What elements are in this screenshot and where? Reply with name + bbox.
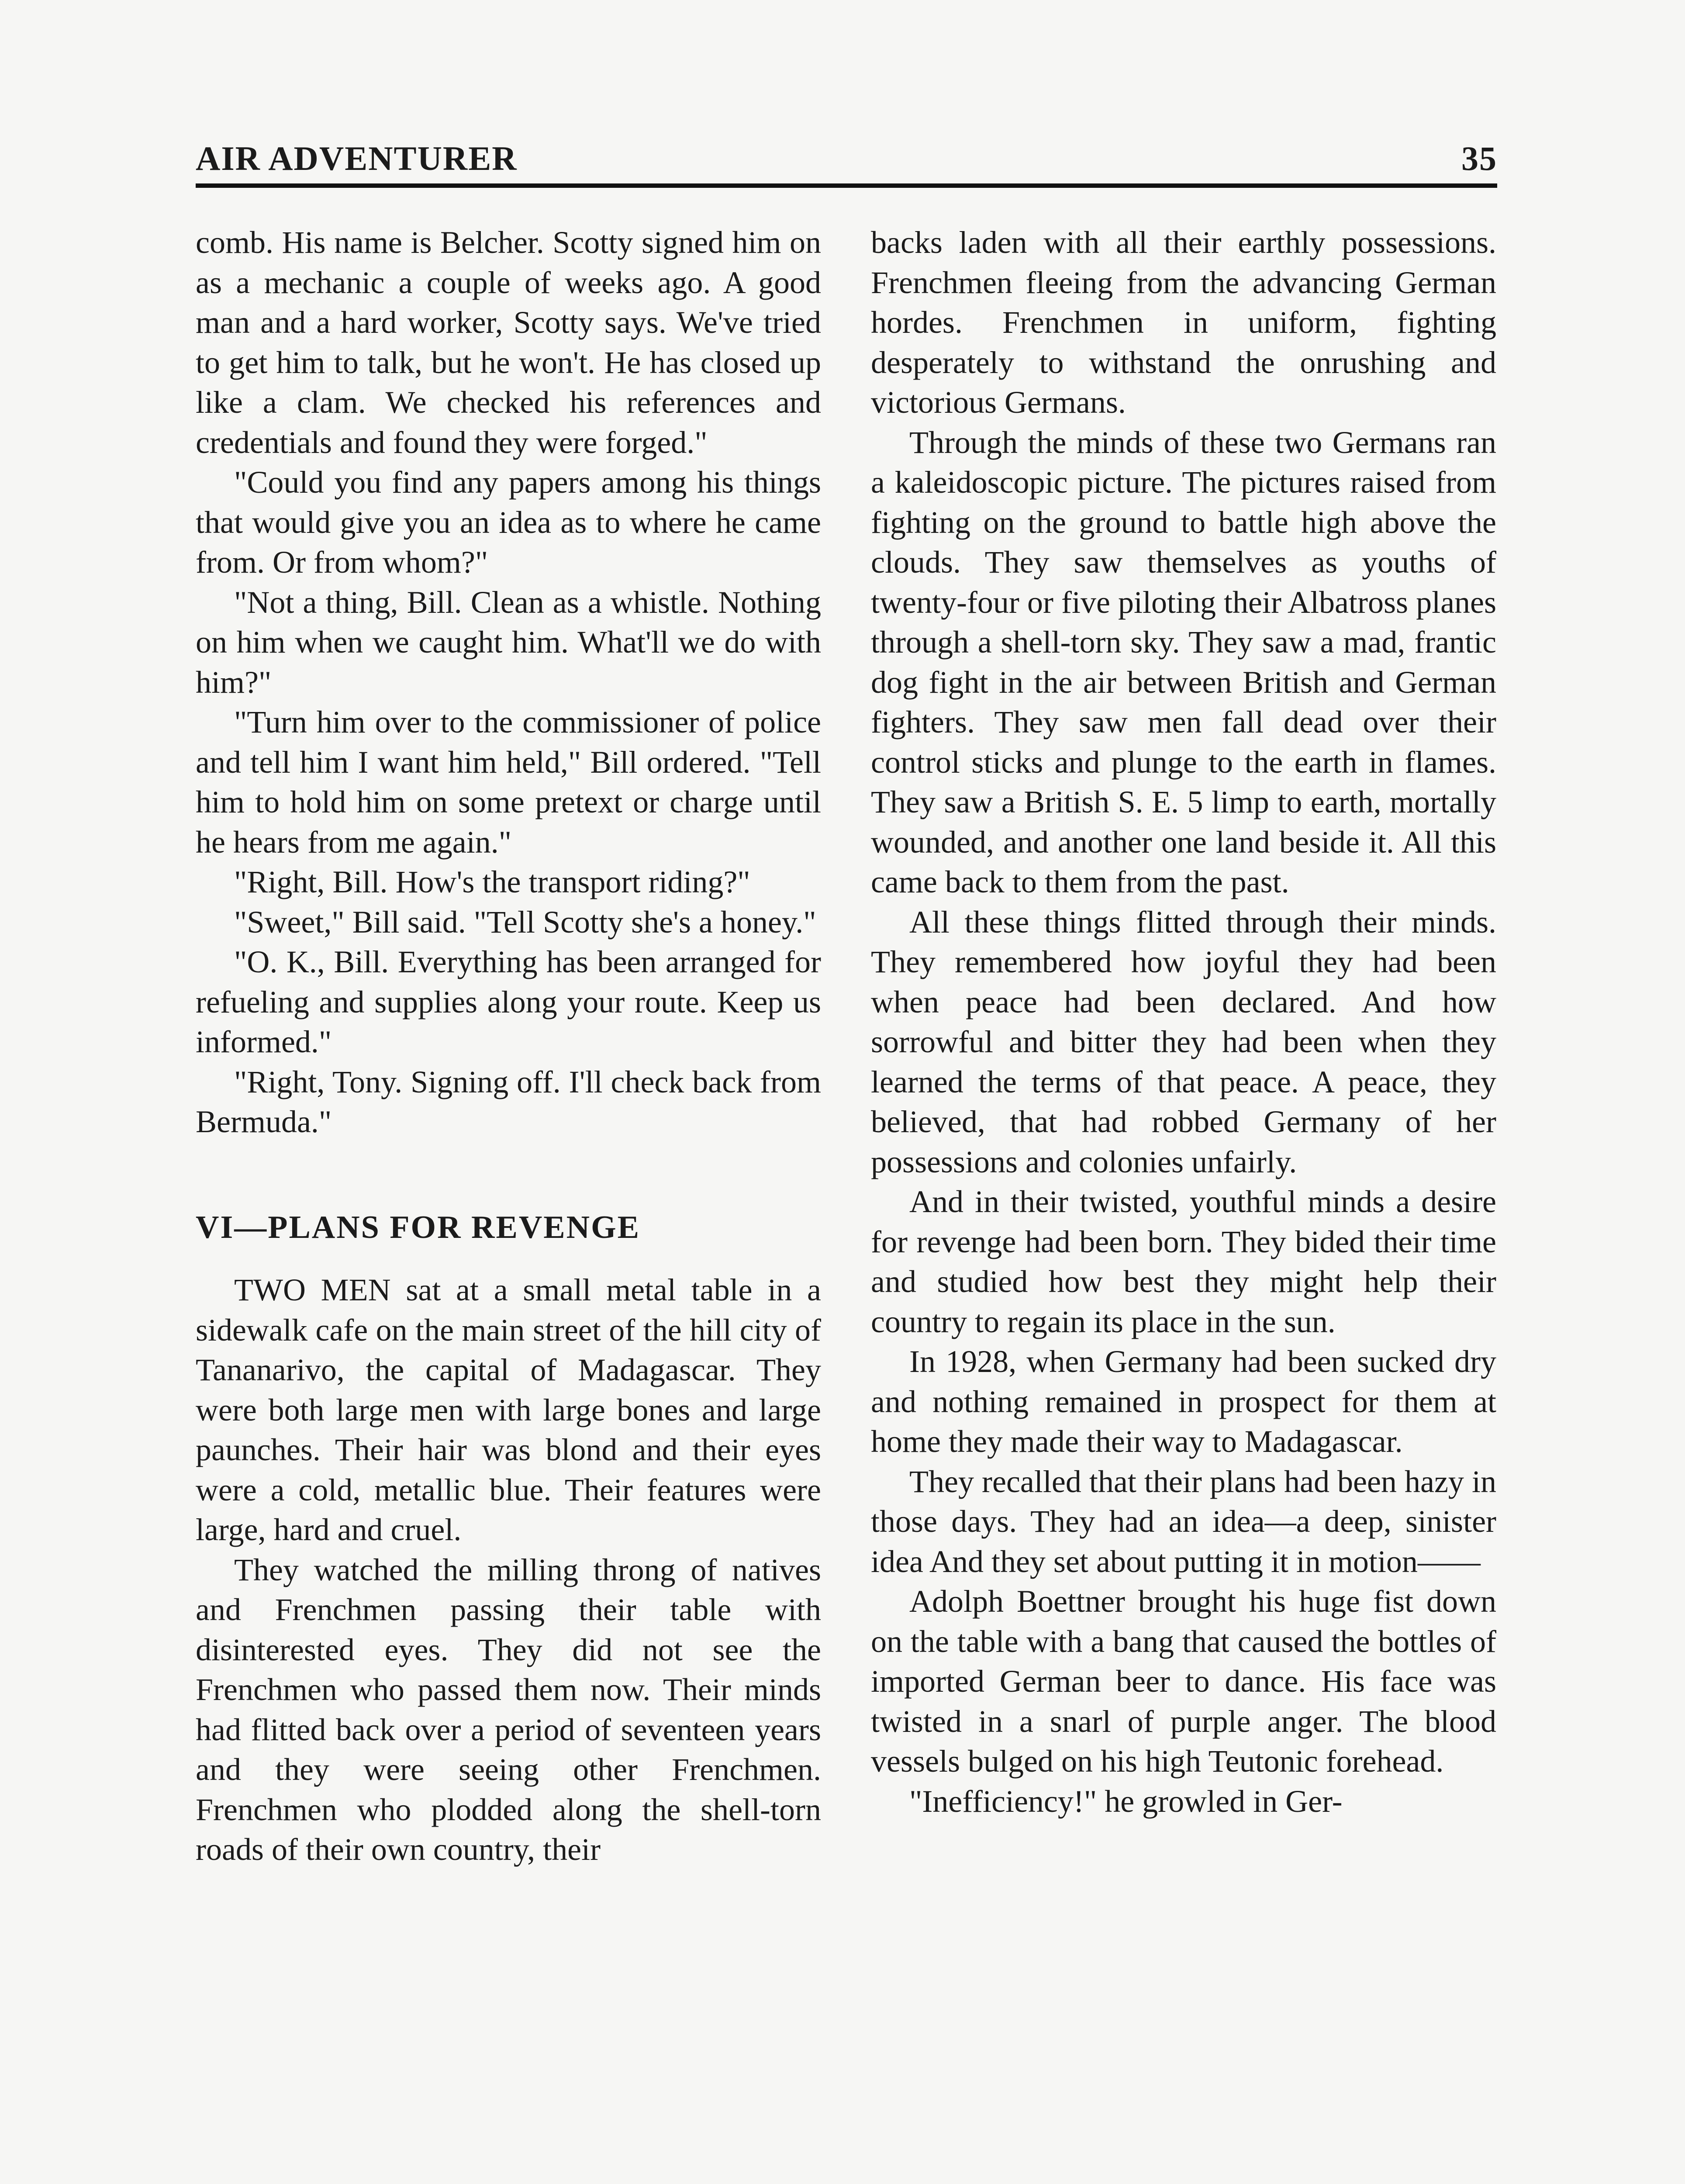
page-number: 35: [1461, 139, 1497, 177]
paragraph: In 1928, when Germany had been sucked dry and nothing remained in prospect for them at home they made their way to Madagascar.: [871, 1344, 1496, 1459]
paragraph: TWO MEN sat at a small metal table in a sidewalk cafe on the main street of the hill city of Tananarivo, the capital of Madagascar. They were both large men with large bones and large paunches. Their hair was blond and their eyes were a cold, metallic blue. Their features were large, hard and cruel.: [196, 1272, 821, 1547]
paragraph: Through the minds of these two Germans ran a kaleidoscopic picture. The pictures raised from fighting on the ground to battle high above the clouds. They saw themselves as youths of twenty-four or five piloting their Albatross planes through a shell-torn sky. They saw a mad, frantic dog fight in the air between British and German fighters. They saw men fall dead over their control sticks and plunge to the earth in flames. They saw a British S. E. 5 limp to earth, mortally wounded, and another one land beside it. All this came back to them from the past.: [871, 425, 1496, 899]
paragraph: They watched the milling throng of natives and Frenchmen passing their table with disinterested eyes. They did not see the Frenchmen who passed them now. Their minds had flitted back over a period of seventeen years and they were seeing other Frenchmen. Frenchmen who plodded along the shell-torn roads of their own country, their: [196, 1552, 821, 1867]
paragraph: "Right, Bill. How's the transport riding?": [234, 864, 750, 899]
paragraph: comb. His name is Belcher. Scotty signed him on as a mechanic a couple of weeks ago. A good man and a hard worker, Scotty says. We've tried to get him to talk, but he won't. He has closed up like a clam. We checked his references and credentials and found they were forged.": [196, 225, 821, 460]
paragraph: "Inefficiency!" he growled in Ger-: [909, 1783, 1343, 1819]
paragraph: "Could you find any papers among his things that would give you an idea as to where he came from. Or from whom?": [196, 465, 821, 580]
left-column: [196, 223, 821, 1870]
header-rule: [196, 183, 1497, 188]
paragraph: All these things flitted through their minds. They remembered how joyful they had been when peace had been declared. And how sorrowful and bitter they had been when they learned the terms of that peace. A peace, they believed, that had robbed Germany of her possessions and colonies unfairly.: [871, 904, 1496, 1179]
paragraph: And in their twisted, youthful minds a desire for revenge had been born. They bided their time and studied how best they might help their country to regain its place in the sun.: [871, 1184, 1496, 1339]
paragraph: "Turn him over to the commissioner of police and tell him I want him held," Bill ordered. "Tell him to hold him on some pretext or charge until he hears from me again.": [196, 705, 821, 860]
paragraph: "Sweet," Bill said. "Tell Scotty she's a honey.": [234, 904, 816, 940]
paragraph: "Right, Tony. Signing off. I'll check back from Bermuda.": [196, 1064, 821, 1139]
section-heading: VI—PLANS FOR REVENGE: [196, 1209, 640, 1245]
magazine-title: AIR ADVENTURER: [196, 139, 518, 177]
right-column: [871, 223, 1496, 1821]
paragraph: "O. K., Bill. Everything has been arranged for refueling and supplies along your route. Keep us informed.": [196, 944, 821, 1059]
paragraph: Adolph Boettner brought his huge fist down on the table with a bang that caused the bottles of imported German beer to dance. His face was twisted in a snarl of purple anger. The blood vessels bulged on his high Teutonic forehead.: [871, 1584, 1496, 1779]
paragraph: "Not a thing, Bill. Clean as a whistle. Nothing on him when we caught him. What'll we do with him?": [196, 584, 821, 700]
running-head: [196, 139, 1497, 187]
paragraph: backs laden with all their earthly possessions. Frenchmen fleeing from the advancing German hordes. Frenchmen in uniform, fighting desperately to withstand the onrushing and victorious Germans.: [871, 225, 1496, 420]
paragraph: They recalled that their plans had been hazy in those days. They had an idea—a deep, sinister idea And they set about putting it in motion——: [871, 1464, 1496, 1579]
